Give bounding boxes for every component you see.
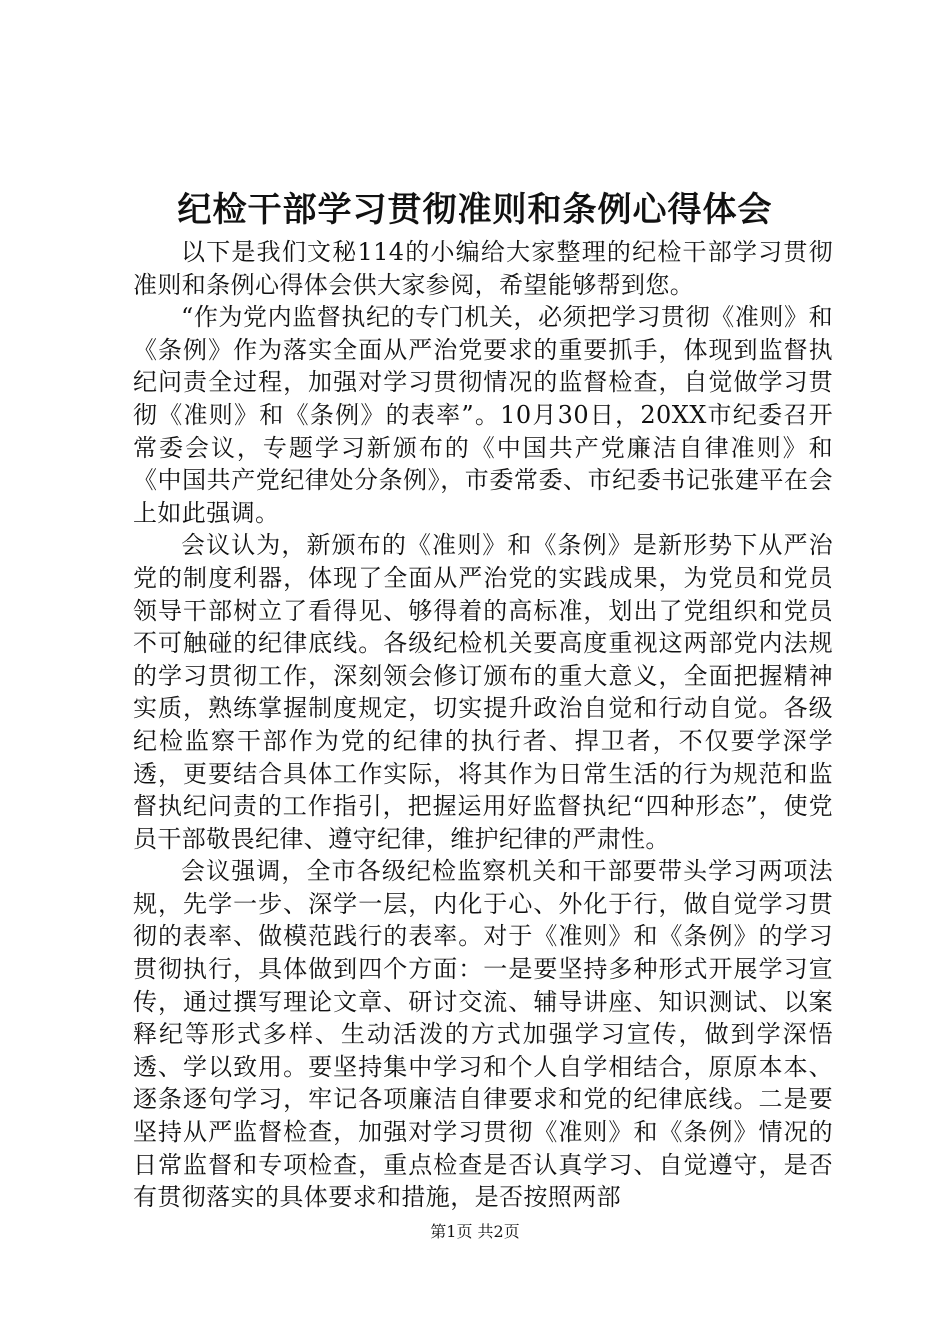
document-body	[133, 236, 833, 1214]
paragraph-quote: “作为党内监督执纪的专门机关，必须把学习贯彻《准则》和《条例》作为落实全面从严治党要求的重要抓手，体现到监督执纪问责全过程，加强对学习贯彻情况的监督检查，自觉做学习贯彻《准则》和《条例》的表率”。10月30日，20XX市纪委召开常委会议，专题学习新颁布的《中国共产党廉洁自律准则》和《中国共产党纪律处分条例》，市委常委、市纪委书记张建平在会上如此强调。	[133, 303, 833, 527]
page-footer: 第1页 共2页	[430, 1222, 520, 1241]
paragraph-intro: 以下是我们文秘114的小编给大家整理的纪检干部学习贯彻准则和条例心得体会供大家参阅，希望能够帮到您。	[133, 238, 833, 299]
document-title: 纪检干部学习贯彻准则和条例心得体会	[177, 190, 773, 230]
paragraph-meeting-emphasis: 会议强调，全市各级纪检监察机关和干部要带头学习两项法规，先学一步、深学一层，内化于心、外化于行，做自觉学习贯彻的表率、做模范践行的表率。对于《准则》和《条例》的学习贯彻执行，具体做到四个方面：一是要坚持多种形式开展学习宣传，通过撰写理论文章、研讨交流、辅导讲座、知识测试、以案释纪等形式多样、生动活泼的方式加强学习宣传，做到学深悟透、学以致用。要坚持集中学习和个人自学相结合，原原本本、逐条逐句学习，牢记各项廉洁自律要求和党的纪律底线。二是要坚持从严监督检查，加强对学习贯彻《准则》和《条例》情况的日常监督和专项检查，重点检查是否认真学习、自觉遵守，是否有贯彻落实的具体要求和措施，是否按照两部	[133, 857, 833, 1212]
paragraph-meeting-view: 会议认为，新颁布的《准则》和《条例》是新形势下从严治党的制度利器，体现了全面从严治党的实践成果，为党员和党员领导干部树立了看得见、够得着的高标准，划出了党组织和党员不可触碰的纪律底线。各级纪检机关要高度重视这两部党内法规的学习贯彻工作，深刻领会修订颁布的重大意义，全面把握精神实质，熟练掌握制度规定，切实提升政治自觉和行动自觉。各级纪检监察干部作为党的纪律的执行者、捍卫者，不仅要学深学透，更要结合具体工作实际，将其作为日常生活的行为规范和监督执纪问责的工作指引，把握运用好监督执纪“四种形态”，使党员干部敬畏纪律、遵守纪律，维护纪律的严肃性。	[133, 531, 833, 853]
